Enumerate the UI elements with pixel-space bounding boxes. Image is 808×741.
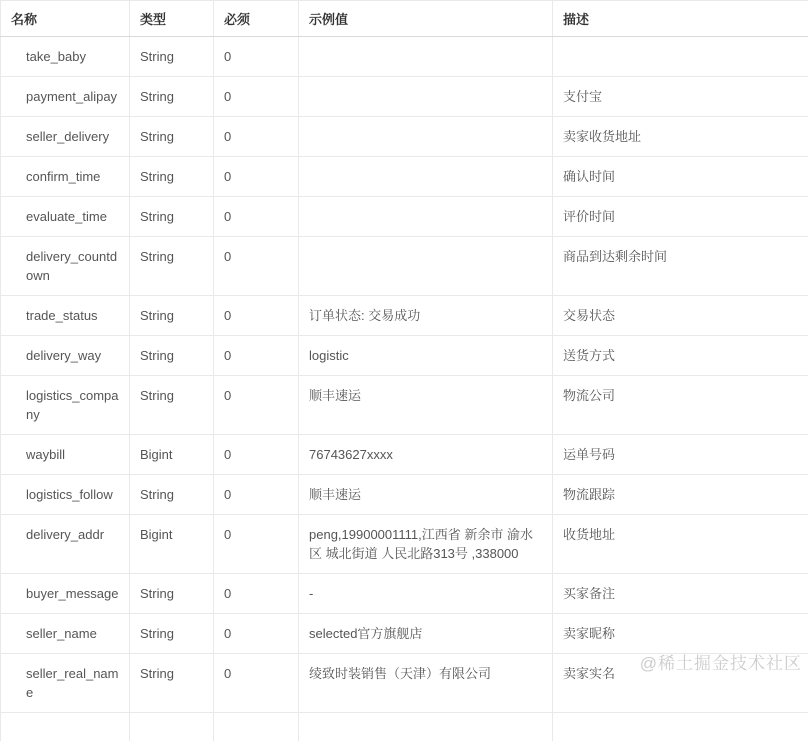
cell-description: 卖家昵称	[553, 614, 808, 654]
cell-example: 绫致时装销售（天津）有限公司	[299, 654, 553, 713]
cell-example	[299, 197, 553, 237]
cell-type: String	[130, 117, 214, 157]
table-row	[1, 574, 808, 614]
cell-required: 0	[214, 376, 299, 435]
table-row	[1, 117, 808, 157]
cell-example: 顺丰速运	[299, 475, 553, 515]
cell-empty	[1, 713, 130, 741]
cell-type: String	[130, 336, 214, 376]
cell-description: 评价时间	[553, 197, 808, 237]
cell-type: String	[130, 614, 214, 654]
cell-type: String	[130, 296, 214, 336]
cell-description: 收货地址	[553, 515, 808, 574]
cell-required: 0	[214, 654, 299, 713]
cell-description: 送货方式	[553, 336, 808, 376]
table-row	[1, 237, 808, 296]
cell-example: logistic	[299, 336, 553, 376]
cell-required: 0	[214, 117, 299, 157]
cell-example: selected官方旗舰店	[299, 614, 553, 654]
cell-description: 支付宝	[553, 77, 808, 117]
cell-example: 订单状态: 交易成功	[299, 296, 553, 336]
cell-name: take_baby	[1, 37, 130, 77]
table-row	[1, 37, 808, 77]
cell-name: waybill	[1, 435, 130, 475]
cell-description: 交易状态	[553, 296, 808, 336]
table-row	[1, 515, 808, 574]
table-row	[1, 654, 808, 713]
cell-type: String	[130, 77, 214, 117]
table-row	[1, 296, 808, 336]
cell-description: 商品到达剩余时间	[553, 237, 808, 296]
cell-required: 0	[214, 77, 299, 117]
cell-example: -	[299, 574, 553, 614]
cell-type: String	[130, 654, 214, 713]
cell-empty	[214, 713, 299, 741]
cell-description	[553, 37, 808, 77]
cell-type: String	[130, 475, 214, 515]
cell-empty	[299, 713, 553, 741]
table-row	[1, 336, 808, 376]
table-row	[1, 376, 808, 435]
cell-empty	[130, 713, 214, 741]
watermark: @稀土掘金技术社区	[640, 649, 802, 674]
cell-required: 0	[214, 435, 299, 475]
column-header-example: 示例值	[299, 1, 553, 37]
cell-required: 0	[214, 515, 299, 574]
cell-type: Bigint	[130, 515, 214, 574]
cell-description: 物流跟踪	[553, 475, 808, 515]
cell-name: logistics_follow	[1, 475, 130, 515]
cell-name: delivery_addr	[1, 515, 130, 574]
cell-required: 0	[214, 574, 299, 614]
cell-type: String	[130, 574, 214, 614]
cell-type: String	[130, 237, 214, 296]
cell-type: String	[130, 376, 214, 435]
cell-name: seller_real_name	[1, 654, 130, 713]
cell-empty	[553, 713, 808, 741]
cell-required: 0	[214, 157, 299, 197]
cell-name: evaluate_time	[1, 197, 130, 237]
cell-name: delivery_countdown	[1, 237, 130, 296]
cell-name: seller_delivery	[1, 117, 130, 157]
cell-required: 0	[214, 475, 299, 515]
cell-required: 0	[214, 614, 299, 654]
cell-type: Bigint	[130, 435, 214, 475]
cell-type: String	[130, 37, 214, 77]
table-row	[1, 435, 808, 475]
cell-description: 买家备注	[553, 574, 808, 614]
cell-name: seller_name	[1, 614, 130, 654]
table-row-partial	[1, 713, 808, 741]
column-header-type: 类型	[130, 1, 214, 37]
cell-type: String	[130, 197, 214, 237]
cell-name: delivery_way	[1, 336, 130, 376]
cell-name: logistics_company	[1, 376, 130, 435]
table-row	[1, 197, 808, 237]
cell-example	[299, 117, 553, 157]
column-header-name: 名称	[1, 1, 130, 37]
cell-example: 76743627xxxx	[299, 435, 553, 475]
table-row	[1, 77, 808, 117]
column-header-required: 必须	[214, 1, 299, 37]
cell-name: trade_status	[1, 296, 130, 336]
cell-description: 运单号码	[553, 435, 808, 475]
cell-required: 0	[214, 197, 299, 237]
cell-name: payment_alipay	[1, 77, 130, 117]
cell-example	[299, 237, 553, 296]
table-row	[1, 157, 808, 197]
cell-name: confirm_time	[1, 157, 130, 197]
cell-example: peng,19900001111,江西省 新余市 渝水区 城北街道 人民北路313号 ,338000	[299, 515, 553, 574]
cell-description: 卖家实名	[553, 654, 808, 713]
cell-description: 物流公司	[553, 376, 808, 435]
cell-required: 0	[214, 37, 299, 77]
table-body	[1, 37, 808, 741]
cell-example	[299, 157, 553, 197]
cell-required: 0	[214, 336, 299, 376]
table-row	[1, 614, 808, 654]
column-header-description: 描述	[553, 1, 808, 37]
cell-name: buyer_message	[1, 574, 130, 614]
cell-description: 卖家收货地址	[553, 117, 808, 157]
cell-example: 顺丰速运	[299, 376, 553, 435]
cell-description: 确认时间	[553, 157, 808, 197]
cell-type: String	[130, 157, 214, 197]
cell-example	[299, 77, 553, 117]
cell-required: 0	[214, 237, 299, 296]
cell-required: 0	[214, 296, 299, 336]
table-header-row	[1, 1, 808, 37]
table-row	[1, 475, 808, 515]
cell-example	[299, 37, 553, 77]
